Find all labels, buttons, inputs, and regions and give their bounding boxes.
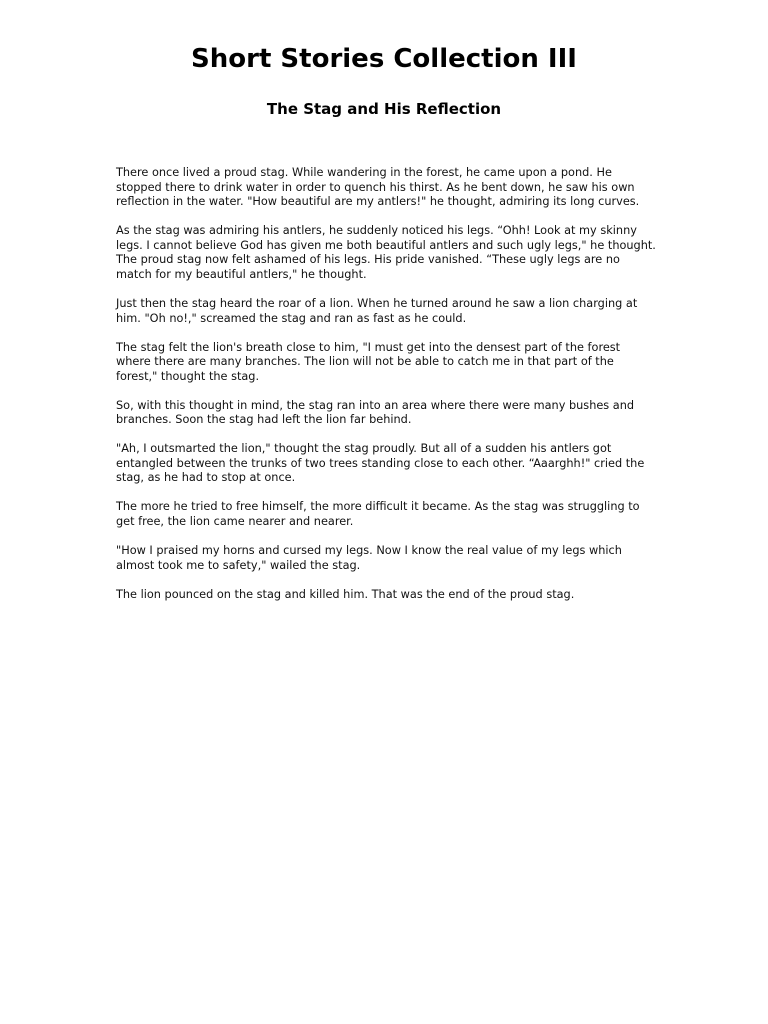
story-paragraph: Just then the stag heard the roar of a lion. When he turned around he saw a lion charging at him. "Oh no!," screamed the stag and ran as fast as he could. <box>116 296 638 325</box>
story-paragraph: The lion pounced on the stag and killed him. That was the end of the proud stag. <box>116 587 575 601</box>
story-paragraph: The stag felt the lion's breath close to him, "I must get into the densest part of the forest where there are many branches. The lion will not be able to catch me in that part of the forest," thought the stag. <box>116 340 621 383</box>
story-paragraph: "How I praised my horns and cursed my legs. Now I know the real value of my legs which almost took me to safety," wailed the stag. <box>116 544 622 572</box>
story-paragraph: "Ah, I outsmarted the lion," thought the stag proudly. But all of a sudden his antlers got entangled between the trunks of two trees standing close to each other. “Aaarghh!" cried the stag, as he had to stop at once. <box>116 442 645 485</box>
story-body <box>116 166 656 617</box>
story-paragraph: As the stag was admiring his antlers, he suddenly noticed his legs. “Ohh! Look at my skinny legs. I cannot believe God has given me both beautiful antlers and such ugly legs," he thought. The proud stag now felt ashamed of his legs. His pride vanished. “These ugly legs are no match for my beautiful antlers," he thought. <box>116 224 656 281</box>
story-paragraph: There once lived a proud stag. While wandering in the forest, he came upon a pond. He stopped there to drink water in order to quench his thirst. As he bent down, he saw his own reflection in the water. "How beautiful are my antlers!" he thought, admiring its long curves. <box>116 166 640 209</box>
story-title: The Stag and His Reflection <box>266 100 502 118</box>
document-title: Short Stories Collection III <box>191 44 577 74</box>
story-paragraph: So, with this thought in mind, the stag ran into an area where there were many bushes and branches. Soon the stag had left the lion far behind. <box>116 398 635 427</box>
story-paragraph: The more he tried to free himself, the more difficult it became. As the stag was struggling to get free, the lion came nearer and nearer. <box>116 500 640 529</box>
